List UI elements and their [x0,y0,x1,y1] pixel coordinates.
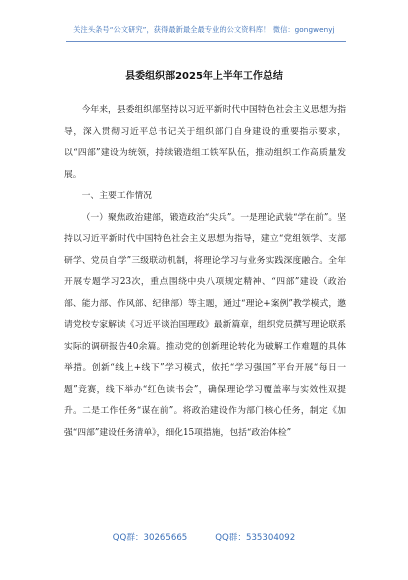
header-divider [66,41,346,42]
section-heading: 一、主要工作情况 [81,191,152,201]
header-banner: 关注头条号“公文研究”，获得最新最全最专业的公文资料库！ 微信：gongwenyj [73,25,335,34]
footer-qq-group-2: QQ群：535304092 [215,533,296,543]
footer-qq-group-1: QQ群：30265665 [112,533,188,543]
paragraph-intro: 今年来，县委组织部坚持以习近平新时代中国特色社会主义思想为指导，深入贯彻习近平总书记关于组织部门自身建设的重要指示要求，以“四部”建设为统领，持续锻造组工铁军队伍，推动组织工作高质量发展。 [64,105,346,180]
document-body [64,100,346,444]
document-title: 县委组织部2025年上半年工作总结 [125,71,283,82]
paragraph-political: （一）聚焦政治建部，锻造政治“尖兵”。一是理论武装“学在前”。坚持以习近平新时代中国特色社会主义思想为指导，建立“党组领学、支部研学、党员自学”三级联动机制，将理论学习与业务实践深度融合。全年开展专题学习23次，重点围绕中央八项规定精神、“四部”建设（政治部、能力部、作风部、纪律部）等主题，通过“理论+案例”教学模式，邀请党校专家解读《习近平谈治国理政》最新篇章，组织党员撰写理论联系实际的调研报告40余篇。推动党的创新理论转化为破解工作难题的具体举措。创新“线上+线下”学习模式，依托“学习强国”平台开展“每日一题”竞赛，线下举办“红色读书会”，确保理论学习覆盖率与实效性双提升。二是工作任务“谋在前”。将政治建设作为部门核心任务，制定《加强“四部”建设任务清单》，细化15项措施，包括“政治体检” [64,212,346,438]
footer [0,531,408,543]
